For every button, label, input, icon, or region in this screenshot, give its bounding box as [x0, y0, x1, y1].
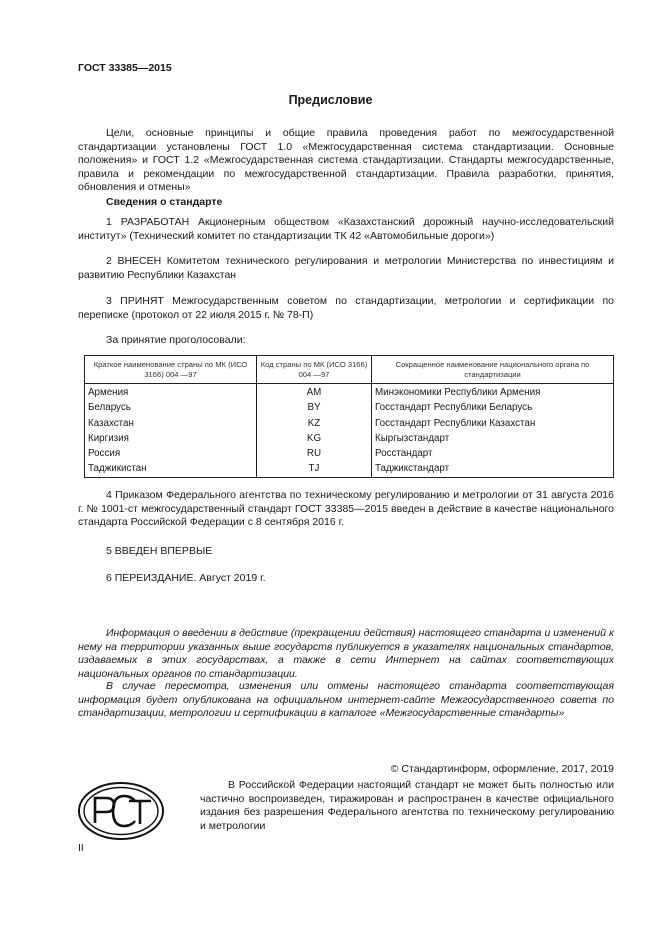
rf-reproduction-notice: В Российской Федерации настоящий стандарт не может быть полностью или частично воспроизведен, тиражирован и распространен в качестве официального издания без разрешения Федерального агентства по техническому регулированию и метрологии	[200, 779, 614, 832]
item-submitted: 2 ВНЕСЕН Комитетом технического регулирования и метрологии Министерства по инвестициям и развитию Республики Казахстан	[78, 255, 614, 281]
section-heading: Сведения о стандарте	[106, 196, 223, 208]
info-paragraph-revision: В случае пересмотра, изменения или отмены настоящего стандарта соответствующая информация будет опубликована на официальном интернет-сайте Межгосударственного совета по стандартизации, метрологии и сертификации в каталоге «Межгосударственные стандарты»	[78, 680, 614, 720]
item-enacted: 4 Приказом Федерального агентства по техническому регулированию и метрологии от 31 августа 2016 г. № 1001-ст межгосударственный стандарт ГОСТ 33385—2015 введен в действие в качестве национального стандарта Российской Федерации с 8 сентября 2016 г.	[78, 489, 614, 529]
cell-country: Таджикистан	[85, 461, 257, 477]
cell-code: RU	[257, 446, 372, 461]
cell-code: KG	[257, 431, 372, 446]
cell-code: TJ	[257, 461, 372, 477]
cell-code: AM	[257, 384, 372, 401]
column-header-code: Код страны по МК (ИСО 3166) 004 —97	[257, 356, 372, 384]
table-row	[85, 416, 614, 431]
cell-body: Таджикстандарт	[372, 461, 614, 477]
cell-code: KZ	[257, 416, 372, 431]
cell-body: Минэкономики Республики Армения	[372, 384, 614, 401]
copyright-line: © Стандартинформ, оформление, 2017, 2019	[390, 763, 614, 775]
cell-body: Госстандарт Республики Казахстан	[372, 416, 614, 431]
page-title: Предисловие	[288, 93, 373, 107]
cell-country: Беларусь	[85, 400, 257, 415]
cell-code: BY	[257, 400, 372, 415]
cell-body: Росстандарт	[372, 446, 614, 461]
column-header-country: Краткое наименование страны по МК (ИСО 3166) 004 —97	[85, 356, 257, 384]
cell-country: Казахстан	[85, 416, 257, 431]
table-header-row	[85, 356, 614, 384]
cell-country: Армения	[85, 384, 257, 401]
rst-certification-mark-icon	[77, 781, 165, 841]
voting-table	[84, 355, 614, 478]
item-first-introduced: 5 ВВЕДЕН ВПЕРВЫЕ	[106, 545, 213, 557]
voted-label: За принятие проголосовали:	[106, 334, 246, 346]
cell-body: Кыргызстандарт	[372, 431, 614, 446]
page-number: II	[78, 842, 84, 854]
table-row	[85, 384, 614, 401]
document-code: ГОСТ 33385—2015	[78, 62, 172, 74]
cell-body: Госстандарт Республики Беларусь	[372, 400, 614, 415]
column-header-body: Сокращенное наименование национального органа по стандартизации	[372, 356, 614, 384]
cell-country: Россия	[85, 446, 257, 461]
item-adopted: 3 ПРИНЯТ Межгосударственным советом по стандартизации, метрологии и сертификации по переписке (протокол от 22 июля 2015 г. № 78-П)	[78, 295, 614, 321]
item-developed: 1 РАЗРАБОТАН Акционерным обществом «Казахстанский дорожный научно-исследовательский институт» (Технический комитет по стандартизации ТК 42 «Автомобильные дороги»)	[78, 216, 614, 242]
intro-paragraph: Цели, основные принципы и общие правила проведения работ по межгосударственной стандартизации установлены ГОСТ 1.0 «Межгосударственная система стандартизации. Основные положения» и ГОСТ 1.2 «Межгосударственная система стандартизации. Стандарты межгосударственные, правила и рекомендации по межгосударственной стандартизации. Правила разработки, принятия, обновления и отмены»	[78, 127, 614, 194]
item-reissue: 6 ПЕРЕИЗДАНИЕ. Август 2019 г.	[106, 572, 266, 584]
table-row	[85, 400, 614, 415]
info-paragraph-publication: Информация о введении в действие (прекращении действия) настоящего стандарта и изменений к нему на территории указанных выше государств публикуется в указателях национальных стандартов, издаваемых в этих государствах, а также в сети Интернет на сайтах соответствующих национальных органов по стандартизации.	[78, 627, 614, 680]
table-row	[85, 446, 614, 461]
table-row	[85, 431, 614, 446]
table-row	[85, 461, 614, 477]
cell-country: Киргизия	[85, 431, 257, 446]
